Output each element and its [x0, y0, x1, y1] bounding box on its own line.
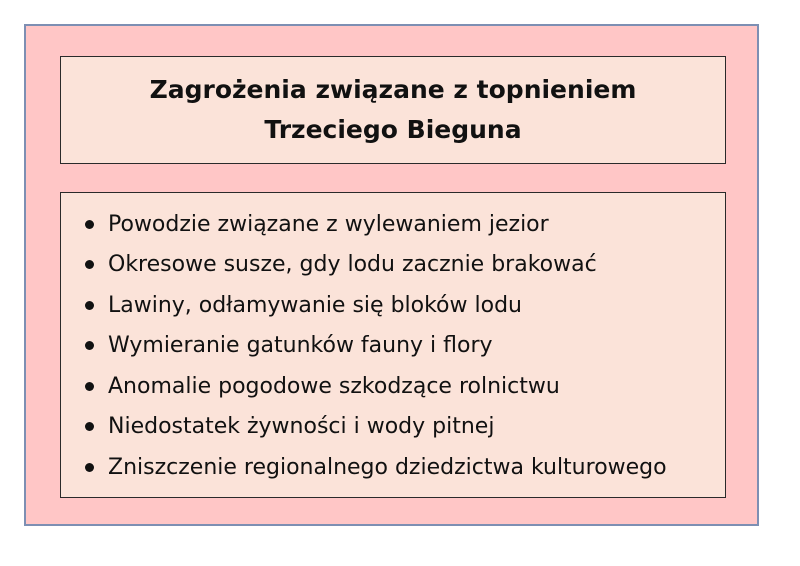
outer-panel [24, 24, 759, 526]
list-item [85, 245, 725, 286]
list-item-text: Anomalie pogodowe szkodzące rolnictwu [108, 373, 560, 399]
bullet-icon [85, 301, 94, 310]
list-item [85, 204, 725, 245]
bullet-icon [85, 220, 94, 229]
list-item-text: Wymieranie gatunków fauny i flory [108, 333, 493, 359]
list-item-text: Niedostatek żywności i wody pitnej [108, 414, 495, 440]
bullet-icon [85, 463, 94, 472]
list-item-text: Okresowe susze, gdy lodu zacznie brakować [108, 252, 597, 278]
bullet-icon [85, 422, 94, 431]
threats-list-box [60, 192, 726, 498]
list-item [85, 285, 725, 326]
list-item [85, 366, 725, 407]
bullet-icon [85, 382, 94, 391]
title-box [60, 56, 726, 164]
diagram-title: Zagrożenia związane z topnieniem Trzeciego Bieguna [149, 75, 637, 144]
list-item [85, 326, 725, 367]
bullet-icon [85, 260, 94, 269]
bullet-icon [85, 341, 94, 350]
list-item [85, 447, 725, 488]
list-item-text: Lawiny, odłamywanie się bloków lodu [108, 292, 522, 318]
threats-list [61, 193, 725, 488]
list-item [85, 407, 725, 448]
list-item-text: Powodzie związane z wylewaniem jezior [108, 211, 549, 237]
list-item-text: Zniszczenie regionalnego dziedzictwa kulturowego [108, 454, 667, 480]
